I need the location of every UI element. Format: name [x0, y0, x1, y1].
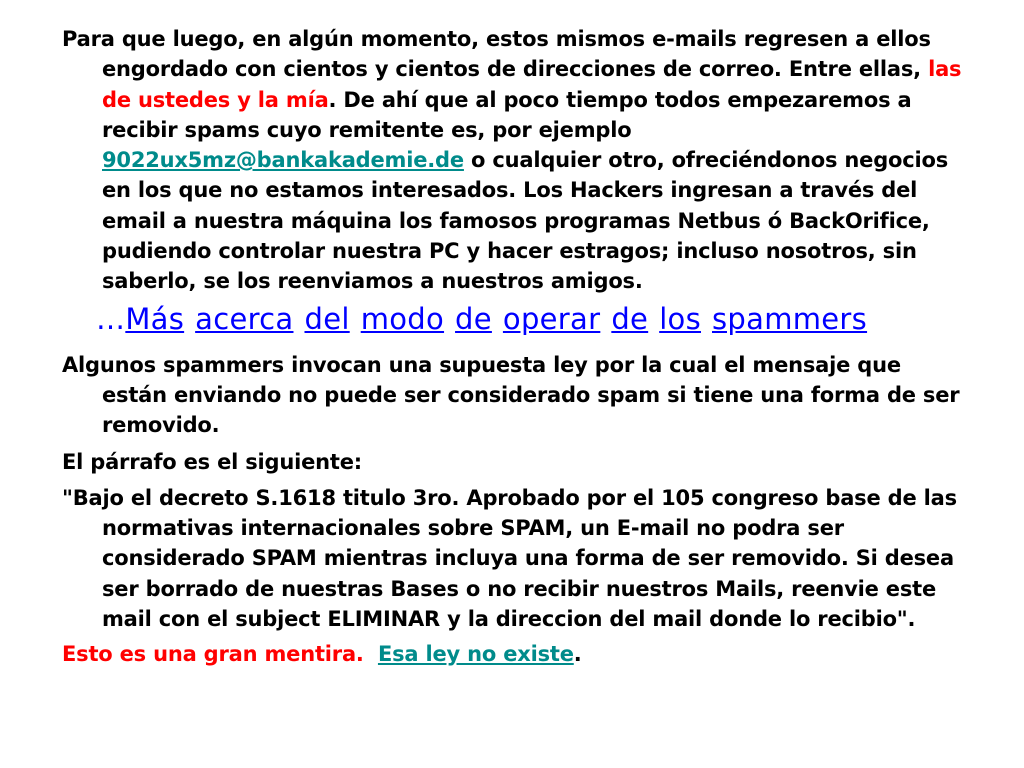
heading-ellipsis: … [96, 301, 126, 336]
heading-link-word[interactable]: modo [360, 301, 445, 336]
paragraph1-text-c: o cualquier otro, ofreciéndonos negocios en los que no estamos interesados. Los Hackers ingresan a través del email a nuestra máquina los famosos programas Netbus ó BackOrifice, pudiendo controlar nuestra PC y hacer estragos; incluso nosotros, sin saberlo, se los reenviamos a nuestros amigos. [102, 148, 949, 294]
paragraph-conclusion [62, 639, 972, 669]
heading-link-word[interactable]: operar [502, 301, 601, 336]
law-not-exists-link[interactable]: Esa ley no existe [377, 642, 574, 667]
heading-link-word[interactable]: los [659, 301, 701, 336]
conclusion-period: . [573, 642, 582, 667]
paragraph-email-harvesting [62, 24, 972, 297]
slide-content [62, 24, 972, 670]
email-link[interactable]: 9022ux5mz@bankakademie.de [102, 148, 464, 173]
highlight-text: las de ustedes y la mía [102, 57, 962, 112]
paragraph1-text-b: . De ahí que al poco tiempo todos empezaremos a recibir spams cuyo remitente es, por ejemplo [102, 87, 912, 142]
heading-link-word[interactable]: de [611, 301, 649, 336]
heading-link-word[interactable]: de [455, 301, 492, 336]
paragraph1-text-a: Para que luego, en algún momento, estos mismos e-mails regresen a ellos engordado con cientos y cientos de direcciones de correo. Entre ellas, [62, 27, 931, 82]
section-heading [62, 299, 972, 339]
heading-link-word[interactable]: Más [125, 301, 185, 336]
conclusion-red-text: Esto es una gran mentira. [62, 642, 364, 667]
heading-link-word[interactable]: spammers [712, 301, 868, 336]
heading-link-word[interactable]: acerca [195, 301, 294, 336]
paragraph-quoted-decree: "Bajo el decreto S.1618 titulo 3ro. Aprobado por el 105 congreso base de las normativas internacionales sobre SPAM, un E-mail no podra ser considerado SPAM mientras incluya una forma de ser removido. Si desea ser borrado de nuestras Bases o no recibir nuestros Mails, reenvie este mail con el subject ELIMINAR y la direccion del mail donde lo recibio". [62, 485, 957, 632]
heading-link-word[interactable]: del [304, 301, 350, 336]
paragraph-supposed-law: Algunos spammers invocan una supuesta ley por la cual el mensaje que están enviando no puede ser considerado spam si tiene una forma de ser removido. [62, 352, 960, 438]
paragraph-intro-quote: El párrafo es el siguiente: [62, 449, 362, 474]
